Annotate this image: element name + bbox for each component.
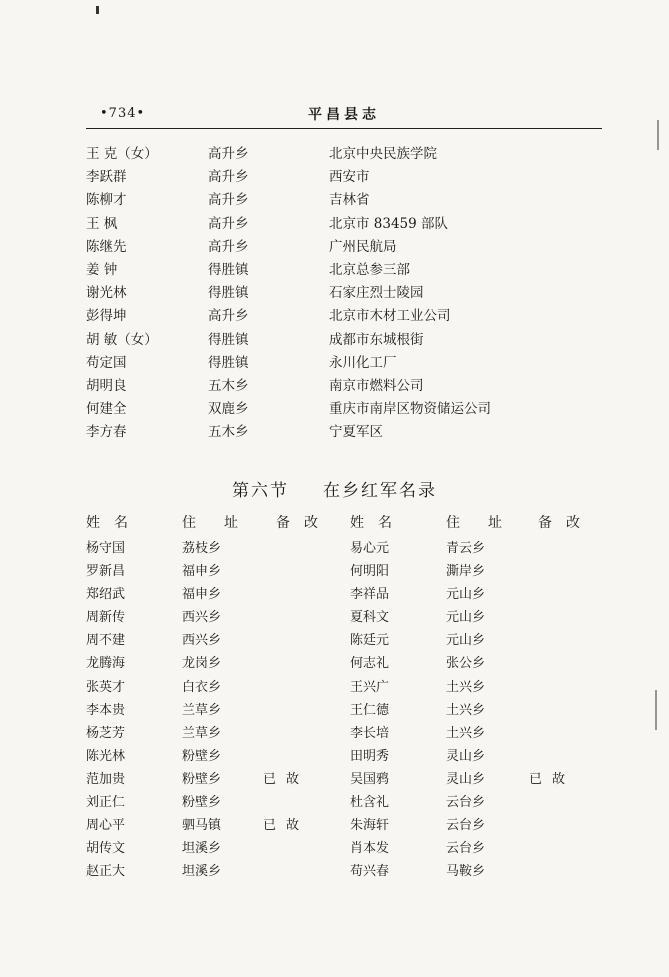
roster-row — [86, 650, 606, 673]
veteran-name: 赵正大 — [86, 864, 126, 880]
col-note-left: 备改 — [276, 515, 332, 531]
col-name-right: 姓名 — [350, 515, 406, 531]
hometown: 高升乡 — [208, 192, 249, 209]
veteran-name: 李长培 — [350, 725, 390, 741]
hometown: 高升乡 — [208, 146, 249, 162]
veteran-name: 胡传文 — [86, 841, 126, 857]
veteran-address: 元山乡 — [446, 587, 486, 603]
col-address-left: 住址 — [182, 515, 266, 531]
scan-speck — [96, 6, 99, 14]
col-name-left: 姓名 — [86, 515, 142, 531]
veteran-name: 陈廷元 — [350, 633, 390, 649]
veteran-name: 周心平 — [86, 818, 126, 834]
listing-row — [86, 349, 586, 372]
veteran-address: 福申乡 — [182, 564, 222, 580]
person-name: 李方春 — [86, 424, 127, 441]
veteran-name: 李祥品 — [350, 587, 390, 603]
workplace: 石家庄烈士陵园 — [329, 285, 424, 302]
veteran-name: 肖本发 — [350, 841, 390, 857]
listing-row — [86, 279, 586, 302]
page-header — [86, 104, 602, 128]
veteran-address: 元山乡 — [446, 610, 486, 626]
veteran-address: 云台乡 — [446, 841, 486, 857]
veteran-address: 坦溪乡 — [182, 841, 222, 857]
veteran-name: 苟兴春 — [350, 864, 390, 880]
listing-row — [86, 163, 586, 186]
book-title: 平昌县志 — [308, 107, 380, 123]
veteran-address: 元山乡 — [446, 633, 486, 649]
veteran-name: 郑绍武 — [86, 587, 126, 603]
hometown: 得胜镇 — [208, 285, 249, 302]
veteran-address: 荔枝乡 — [182, 541, 222, 556]
veteran-address: 土兴乡 — [446, 679, 486, 695]
person-name: 王 枫 — [86, 215, 118, 232]
roster-row — [86, 766, 606, 789]
veteran-name: 杨守国 — [86, 541, 126, 556]
person-name: 陈柳才 — [86, 192, 127, 209]
hometown: 高升乡 — [208, 238, 249, 255]
veteran-name: 杨芝芳 — [86, 725, 126, 741]
roster-row — [86, 789, 606, 812]
veteran-address: 土兴乡 — [446, 702, 486, 718]
veteran-note: 已故 — [263, 818, 310, 834]
veteran-address: 张公乡 — [446, 656, 486, 672]
veteran-address: 白衣乡 — [182, 679, 222, 695]
hometown: 五木乡 — [208, 377, 249, 394]
workplace: 重庆市南岸区物资储运公司 — [329, 401, 491, 418]
hometown: 高升乡 — [208, 169, 249, 186]
col-note-right: 备改 — [538, 515, 594, 531]
veteran-name: 何志礼 — [350, 656, 390, 672]
workplace: 西安市 — [329, 169, 370, 186]
hometown: 五木乡 — [208, 424, 249, 441]
veteran-name: 田明秀 — [350, 748, 390, 764]
workplace: 宁夏军区 — [329, 424, 383, 441]
roster-row — [86, 674, 606, 697]
workplace: 广州民航局 — [329, 238, 397, 255]
roster-row — [86, 627, 606, 650]
hometown: 得胜镇 — [208, 354, 249, 371]
veteran-name: 张英才 — [86, 679, 126, 695]
roster-row — [86, 581, 606, 604]
hometown: 高升乡 — [208, 215, 249, 232]
veteran-name: 范加贵 — [86, 771, 126, 787]
workplace: 北京市 83459 部队 — [329, 215, 449, 232]
workplace: 永川化工厂 — [329, 354, 397, 371]
veteran-address: 澌岸乡 — [446, 564, 486, 580]
person-name: 王 克（女） — [86, 146, 158, 162]
workplace: 北京中央民族学院 — [329, 146, 437, 162]
red-army-roster — [86, 535, 606, 881]
listing-row — [86, 302, 586, 325]
veteran-address: 粉壁乡 — [182, 748, 222, 764]
listing-row — [86, 233, 586, 256]
veteran-note: 已故 — [529, 771, 576, 787]
roster-row — [86, 858, 606, 881]
section-number: 第六节 — [232, 481, 289, 501]
header-rule — [86, 128, 602, 129]
workplace: 北京市木材工业公司 — [329, 308, 451, 325]
veteran-address: 土兴乡 — [446, 725, 486, 741]
roster-row — [86, 535, 606, 558]
hometown: 双鹿乡 — [208, 401, 249, 418]
veteran-name: 罗新昌 — [86, 564, 126, 580]
veteran-address: 龙岗乡 — [182, 656, 222, 672]
workplace: 南京市燃料公司 — [329, 377, 424, 394]
listing-row — [86, 186, 586, 209]
veteran-name: 周不建 — [86, 633, 126, 649]
veteran-address: 粉壁乡 — [182, 771, 222, 787]
veteran-address: 青云乡 — [446, 541, 486, 556]
veteran-address: 福申乡 — [182, 587, 222, 603]
veteran-name: 刘正仁 — [86, 795, 126, 811]
roster-row — [86, 604, 606, 627]
veteran-note: 已故 — [263, 771, 310, 787]
veteran-address: 驷马镇 — [182, 818, 222, 834]
hometown: 高升乡 — [208, 308, 249, 325]
person-name: 陈继先 — [86, 238, 127, 255]
veteran-address: 粉壁乡 — [182, 795, 222, 811]
veteran-name: 王兴广 — [350, 679, 390, 695]
veteran-name: 李本贵 — [86, 702, 126, 718]
listing-row — [86, 210, 586, 233]
veteran-address: 坦溪乡 — [182, 864, 222, 880]
listing-row — [86, 372, 586, 395]
roster-row — [86, 835, 606, 858]
veteran-name: 朱海轩 — [350, 818, 390, 834]
person-name: 谢光林 — [86, 285, 127, 302]
listing-row — [86, 140, 586, 163]
workplace: 成都市东城根街 — [329, 331, 424, 348]
workplace: 北京总参三部 — [329, 261, 410, 278]
person-name: 李跃群 — [86, 169, 127, 186]
section-heading — [0, 476, 669, 501]
veteran-address: 兰草乡 — [182, 725, 222, 741]
veteran-address: 西兴乡 — [182, 610, 222, 626]
workplace: 吉林省 — [329, 192, 370, 209]
listing-row — [86, 395, 586, 418]
hometown: 得胜镇 — [208, 261, 249, 278]
scan-edge-mark — [655, 690, 657, 730]
scan-edge-mark — [657, 120, 659, 150]
hometown: 得胜镇 — [208, 331, 249, 348]
person-name: 彭得坤 — [86, 308, 127, 325]
person-name: 姜 钟 — [86, 261, 118, 278]
roster-row — [86, 697, 606, 720]
roster-row — [86, 558, 606, 581]
listing-row — [86, 326, 586, 349]
veteran-name: 夏科文 — [350, 610, 390, 626]
page-number: •734• — [100, 106, 146, 121]
person-name: 胡明良 — [86, 377, 127, 394]
person-name: 胡 敏（女） — [86, 331, 158, 348]
veteran-address: 灵山乡 — [446, 748, 486, 764]
roster-header — [86, 510, 606, 534]
person-name: 何建全 — [86, 401, 127, 418]
veteran-name: 龙腾海 — [86, 656, 126, 672]
roster-row — [86, 720, 606, 743]
veteran-name: 杜含礼 — [350, 795, 390, 811]
veteran-address: 云台乡 — [446, 795, 486, 811]
veteran-name: 周新传 — [86, 610, 126, 626]
veteran-name: 陈光林 — [86, 748, 126, 764]
veteran-address: 兰草乡 — [182, 702, 222, 718]
person-name: 苟定国 — [86, 354, 127, 371]
col-address-right: 住址 — [446, 515, 530, 531]
veteran-name: 何明阳 — [350, 564, 390, 580]
roster-row — [86, 812, 606, 835]
section-title: 在乡红军名录 — [323, 481, 437, 501]
veteran-address: 西兴乡 — [182, 633, 222, 649]
listing-row — [86, 256, 586, 279]
veteran-name: 易心元 — [350, 541, 390, 556]
veteran-address: 灵山乡 — [446, 771, 486, 787]
personnel-listing — [86, 140, 586, 441]
veteran-name: 吴国鸦 — [350, 771, 390, 787]
veteran-address: 马鞍乡 — [446, 864, 486, 880]
veteran-address: 云台乡 — [446, 818, 486, 834]
listing-row — [86, 418, 586, 441]
veteran-name: 王仁德 — [350, 702, 390, 718]
roster-row — [86, 743, 606, 766]
